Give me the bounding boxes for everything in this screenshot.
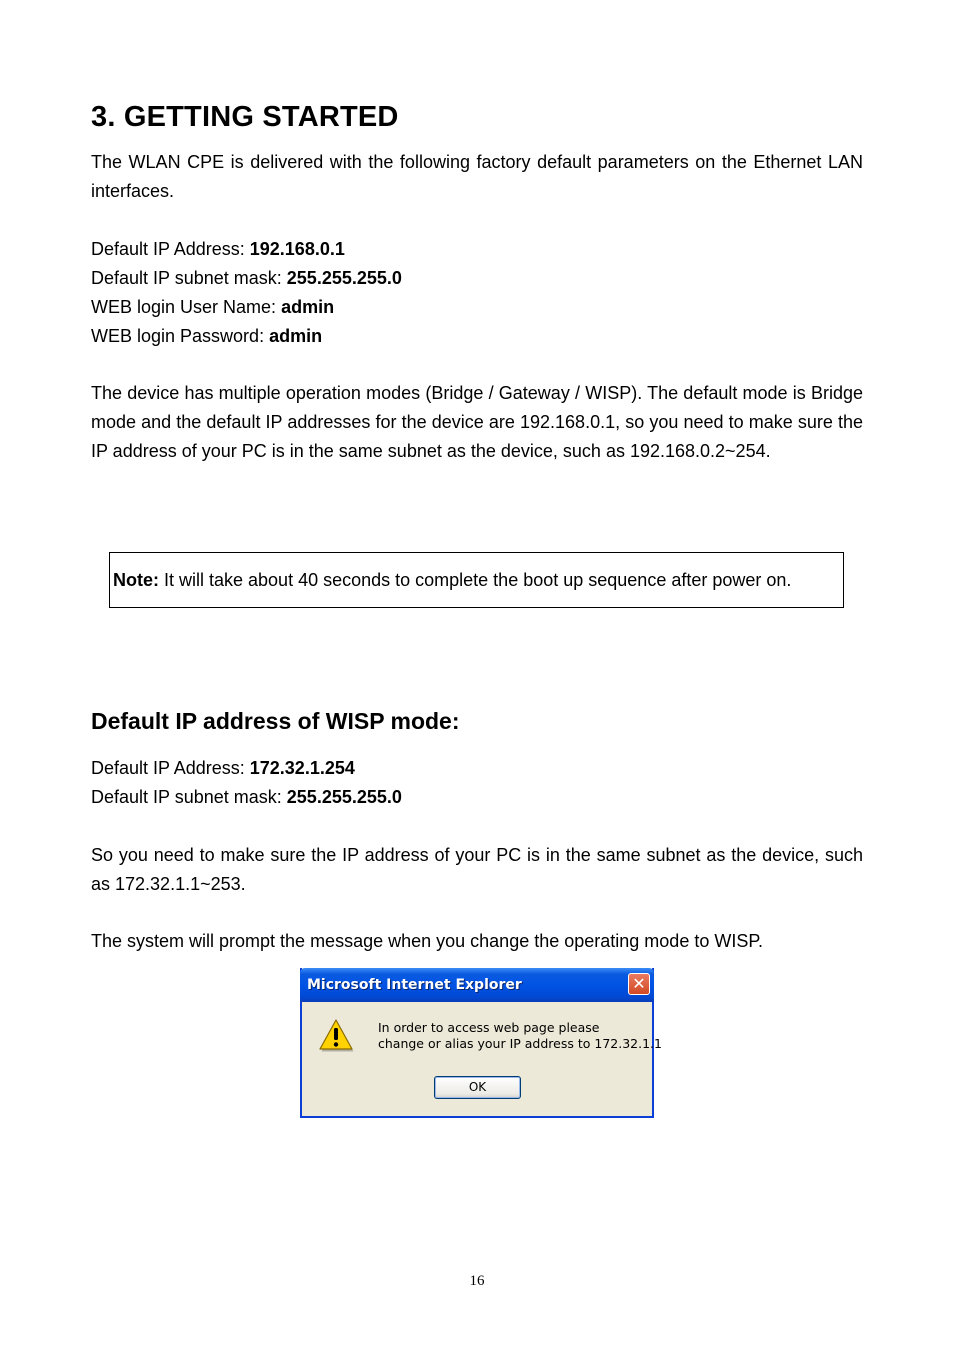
dialog-title: Microsoft Internet Explorer xyxy=(307,977,522,993)
wisp-heading: Default IP address of WISP mode: xyxy=(91,708,460,734)
wisp-mask-label: Default IP subnet mask: xyxy=(91,787,287,807)
intro-paragraph: The WLAN CPE is delivered with the following factory default parameters on the Ethernet LAN interfaces. xyxy=(91,152,863,201)
login-password-line xyxy=(91,322,322,351)
wisp-mask-value: 255.255.255.0 xyxy=(286,787,402,807)
login-user-label: WEB login User Name: xyxy=(91,297,282,317)
login-user-line xyxy=(91,293,334,322)
default-ip-label: Default IP Address: xyxy=(91,239,250,259)
wisp-ip-value: 172.32.1.254 xyxy=(249,758,355,778)
ok-button[interactable]: OK xyxy=(434,1076,521,1099)
dialog-message-line-2: change or alias your IP address to 172.32.1.1 xyxy=(378,1036,662,1051)
prompt-paragraph: The system will prompt the message when you change the operating mode to WISP. xyxy=(91,931,764,951)
wisp-ip-label: Default IP Address: xyxy=(91,758,250,778)
dialog-message xyxy=(378,1020,662,1052)
warning-icon xyxy=(318,1018,354,1054)
wisp-ip-line xyxy=(91,754,355,783)
ie-alert-dialog xyxy=(300,968,662,1118)
section-heading: 3. GETTING STARTED xyxy=(91,101,399,133)
login-password-label: WEB login Password: xyxy=(91,326,270,346)
default-mask-value: 255.255.255.0 xyxy=(286,268,402,288)
note-label: Note: xyxy=(113,569,159,590)
default-mask-line xyxy=(91,264,402,293)
note-box xyxy=(109,552,844,608)
dialog-titlebar[interactable] xyxy=(300,968,654,1002)
dialog-message-line-1: In order to access web page please xyxy=(378,1020,600,1035)
default-ip-line xyxy=(91,235,345,264)
login-user-value: admin xyxy=(281,297,335,317)
page-number: 16 xyxy=(469,1273,485,1289)
note-text: It will take about 40 seconds to complete the boot up sequence after power on. xyxy=(164,569,792,590)
login-password-value: admin xyxy=(269,326,323,346)
modes-paragraph: The device has multiple operation modes (Bridge / Gateway / WISP). The default mode is Bridge mode and the default IP addresses for the device are 192.168.0.1, so you need to make sure the IP address of your PC is in the same subnet as the device, such as 192.168.0.2~254. xyxy=(91,383,863,461)
default-mask-label: Default IP subnet mask: xyxy=(91,268,287,288)
default-ip-value: 192.168.0.1 xyxy=(249,239,345,259)
wisp-paragraph: So you need to make sure the IP address of your PC is in the same subnet as the device, such as 172.32.1.1~253. xyxy=(91,845,863,894)
close-icon[interactable]: ✕ xyxy=(628,973,650,995)
wisp-mask-line xyxy=(91,783,402,812)
